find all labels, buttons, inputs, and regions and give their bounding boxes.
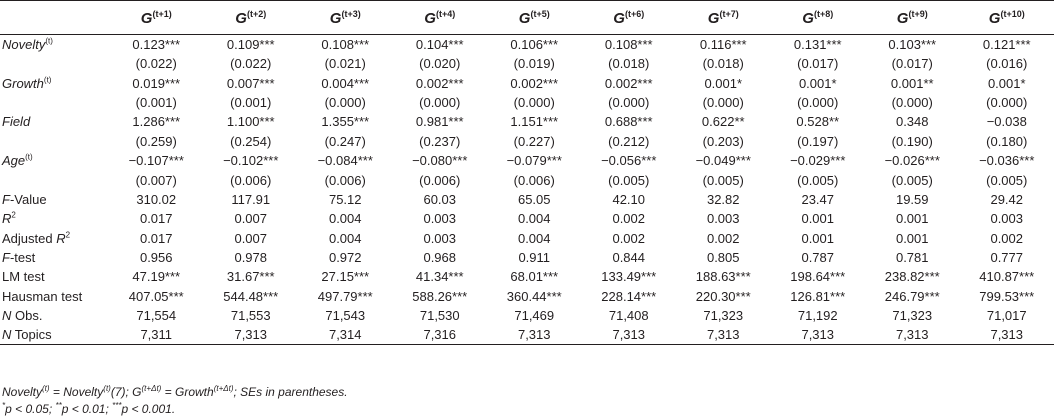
text-segment: ; SEs in parentheses. <box>234 385 348 399</box>
table-cell: 0.001 <box>771 229 866 248</box>
text-segment: Hausman test <box>2 289 82 304</box>
table-cell: 0.956 <box>109 248 204 267</box>
table-cell: 0.002*** <box>487 73 582 92</box>
table-cell: 0.109*** <box>204 35 299 55</box>
row-label <box>0 248 109 267</box>
row-label <box>0 190 109 209</box>
row-label <box>0 170 109 189</box>
table-cell: 31.67*** <box>204 267 299 286</box>
table-cell: 0.123*** <box>109 35 204 55</box>
text-segment: Novelty <box>2 37 45 52</box>
table-cell: 0.103*** <box>865 35 960 55</box>
table-cell: −0.107*** <box>109 151 204 170</box>
text-segment: p < 0.001. <box>121 402 175 416</box>
table-cell: 0.001* <box>960 73 1054 92</box>
table-cell: 0.781 <box>865 248 960 267</box>
row-label <box>0 73 109 92</box>
table-cell: 0.004 <box>298 229 393 248</box>
table-cell: 246.79*** <box>865 287 960 306</box>
table-cell: 1.100*** <box>204 112 299 131</box>
table-cell: −0.049*** <box>676 151 771 170</box>
table-cell: 7,313 <box>676 325 771 345</box>
table-cell: 0.131*** <box>771 35 866 55</box>
text-segment: R <box>56 231 65 246</box>
text-segment: (7); G <box>111 385 142 399</box>
table-cell: (0.000) <box>582 93 677 112</box>
table-cell: (0.000) <box>487 93 582 112</box>
table-cell: 42.10 <box>582 190 677 209</box>
superscript: ** <box>56 401 62 410</box>
superscript: (t+Δt) <box>214 384 234 393</box>
row-label <box>0 132 109 151</box>
table-cell: (0.018) <box>676 54 771 73</box>
table-cell: (0.000) <box>676 93 771 112</box>
table-cell: 0.116*** <box>676 35 771 55</box>
table-cell: 7,311 <box>109 325 204 345</box>
column-header-6 <box>582 1 677 35</box>
text-segment: = Growth <box>161 385 213 399</box>
row-novelty <box>0 35 1054 55</box>
table-cell: 360.44*** <box>487 287 582 306</box>
table-cell: 75.12 <box>298 190 393 209</box>
table-cell: 7,313 <box>487 325 582 345</box>
table-cell: 71,543 <box>298 306 393 325</box>
column-header-7 <box>676 1 771 35</box>
table-cell: 0.003 <box>676 209 771 228</box>
row-r2 <box>0 209 1054 228</box>
table-cell: (0.180) <box>960 132 1054 151</box>
row-field-se <box>0 132 1054 151</box>
row-age-se <box>0 170 1054 189</box>
superscript: 2 <box>66 230 70 239</box>
column-header-1 <box>109 1 204 35</box>
table-cell: 0.004 <box>487 229 582 248</box>
table-cell: 60.03 <box>393 190 488 209</box>
table-cell: 0.004 <box>298 209 393 228</box>
table-cell: 198.64*** <box>771 267 866 286</box>
text-segment: p < 0.01; <box>62 402 112 416</box>
table-cell: 71,017 <box>960 306 1054 325</box>
column-header-base: G <box>519 10 531 27</box>
row-age <box>0 151 1054 170</box>
superscript: (t) <box>103 384 111 393</box>
text-segment: N <box>2 308 11 323</box>
table-cell: 0.106*** <box>487 35 582 55</box>
table-cell: (0.197) <box>771 132 866 151</box>
table-cell: (0.227) <box>487 132 582 151</box>
table-cell: (0.020) <box>393 54 488 73</box>
column-header-superscript: (t+7) <box>719 9 738 19</box>
table-cell: 65.05 <box>487 190 582 209</box>
text-segment: Novelty <box>2 385 42 399</box>
row-label <box>0 209 109 228</box>
row-field <box>0 112 1054 131</box>
table-cell: (0.203) <box>676 132 771 151</box>
table-cell: 188.63*** <box>676 267 771 286</box>
table-cell: −0.056*** <box>582 151 677 170</box>
table-cell: 126.81*** <box>771 287 866 306</box>
table-cell: (0.006) <box>204 170 299 189</box>
superscript: *** <box>112 401 121 410</box>
superscript: * <box>2 401 5 410</box>
table-cell: 0.007 <box>204 209 299 228</box>
table-cell: 7,313 <box>204 325 299 345</box>
table-cell: (0.021) <box>298 54 393 73</box>
column-header-2 <box>204 1 299 35</box>
column-header-10 <box>960 1 1054 35</box>
table-cell: 7,314 <box>298 325 393 345</box>
table-cell: −0.102*** <box>204 151 299 170</box>
table-cell: 0.001 <box>771 209 866 228</box>
table-cell: 0.001** <box>865 73 960 92</box>
superscript: (t) <box>45 37 53 46</box>
table-cell: 0.001 <box>865 229 960 248</box>
table-cell: (0.005) <box>676 170 771 189</box>
column-header-base: G <box>424 10 436 27</box>
table-body <box>0 35 1054 345</box>
row-novelty-se <box>0 54 1054 73</box>
table-cell: (0.000) <box>960 93 1054 112</box>
note-significance <box>2 401 348 418</box>
column-header-9 <box>865 1 960 35</box>
table-cell: (0.005) <box>960 170 1054 189</box>
text-segment: N <box>2 327 11 342</box>
column-header-base: G <box>330 10 342 27</box>
text-segment: -Value <box>10 192 47 207</box>
table-cell: −0.079*** <box>487 151 582 170</box>
text-segment: = Novelty <box>50 385 104 399</box>
table-cell: 0.622** <box>676 112 771 131</box>
table-cell: 41.34*** <box>393 267 488 286</box>
table-cell: (0.006) <box>298 170 393 189</box>
table-cell: 71,530 <box>393 306 488 325</box>
table-cell: 0.002 <box>582 209 677 228</box>
column-header-superscript: (t+2) <box>247 9 266 19</box>
table-cell: 1.355*** <box>298 112 393 131</box>
row-lm-test <box>0 267 1054 286</box>
table-cell: 0.017 <box>109 229 204 248</box>
column-header-base: G <box>235 10 247 27</box>
table-cell: (0.006) <box>487 170 582 189</box>
table-cell: 133.49*** <box>582 267 677 286</box>
row-label <box>0 54 109 73</box>
table-cell: 0.007 <box>204 229 299 248</box>
table-cell: 799.53*** <box>960 287 1054 306</box>
table-cell: 0.978 <box>204 248 299 267</box>
table-cell: 0.002*** <box>582 73 677 92</box>
table-cell: 0.002 <box>676 229 771 248</box>
table-cell: −0.026*** <box>865 151 960 170</box>
table-cell: 0.002 <box>582 229 677 248</box>
table-cell: 7,313 <box>960 325 1054 345</box>
table-cell: 68.01*** <box>487 267 582 286</box>
table-cell: (0.190) <box>865 132 960 151</box>
text-segment: Growth <box>2 76 44 91</box>
table-cell: 0.981*** <box>393 112 488 131</box>
table-cell: 497.79*** <box>298 287 393 306</box>
column-header-superscript: (t+3) <box>341 9 360 19</box>
row-label <box>0 287 109 306</box>
table-cell: (0.212) <box>582 132 677 151</box>
table-cell: 588.26*** <box>393 287 488 306</box>
table-cell: (0.022) <box>204 54 299 73</box>
table-cell: 117.91 <box>204 190 299 209</box>
table-cell: (0.005) <box>865 170 960 189</box>
table-cell: 0.108*** <box>298 35 393 55</box>
table-cell: (0.237) <box>393 132 488 151</box>
table-cell: 0.001 <box>865 209 960 228</box>
table-cell: 29.42 <box>960 190 1054 209</box>
table-cell: 27.15*** <box>298 267 393 286</box>
row-label <box>0 325 109 345</box>
column-header-superscript: (t+5) <box>530 9 549 19</box>
table-notes <box>2 384 348 418</box>
table-cell: 228.14*** <box>582 287 677 306</box>
text-segment: LM test <box>2 269 45 284</box>
row-n-topics <box>0 325 1054 345</box>
table-cell: 220.30*** <box>676 287 771 306</box>
table-cell: 410.87*** <box>960 267 1054 286</box>
table-cell: 0.972 <box>298 248 393 267</box>
table-cell: 71,323 <box>676 306 771 325</box>
column-header-base: G <box>613 10 625 27</box>
superscript: (t) <box>25 153 33 162</box>
column-header-superscript: (t+4) <box>436 9 455 19</box>
table-cell: (0.005) <box>582 170 677 189</box>
table-cell: 0.007*** <box>204 73 299 92</box>
table-cell: (0.019) <box>487 54 582 73</box>
text-segment: Field <box>2 114 30 129</box>
column-header-superscript: (t+6) <box>625 9 644 19</box>
table-cell: (0.259) <box>109 132 204 151</box>
row-adjusted-r2 <box>0 229 1054 248</box>
table-cell: 71,192 <box>771 306 866 325</box>
column-header-3 <box>298 1 393 35</box>
row-f-value <box>0 190 1054 209</box>
table-cell: (0.001) <box>109 93 204 112</box>
table-cell: (0.000) <box>865 93 960 112</box>
table-cell: 0.002*** <box>393 73 488 92</box>
header-stub <box>0 1 109 35</box>
table-cell: (0.000) <box>298 93 393 112</box>
table-cell: 1.286*** <box>109 112 204 131</box>
row-label <box>0 93 109 112</box>
note-definitions <box>2 384 348 401</box>
column-header-superscript: (t+9) <box>908 9 927 19</box>
text-segment: Adjusted <box>2 231 56 246</box>
row-n-obs <box>0 306 1054 325</box>
column-header-superscript: (t+1) <box>152 9 171 19</box>
text-segment: F <box>2 192 10 207</box>
row-label <box>0 112 109 131</box>
table-cell: 0.004 <box>487 209 582 228</box>
table-cell: (0.005) <box>771 170 866 189</box>
row-label <box>0 151 109 170</box>
column-header-5 <box>487 1 582 35</box>
table-cell: (0.018) <box>582 54 677 73</box>
column-header-superscript: (t+10) <box>1000 9 1024 19</box>
table-cell: 0.805 <box>676 248 771 267</box>
superscript: 2 <box>11 211 15 220</box>
table-cell: (0.022) <box>109 54 204 73</box>
table-cell: 7,313 <box>865 325 960 345</box>
text-segment: Age <box>2 153 25 168</box>
table-cell: 23.47 <box>771 190 866 209</box>
table-cell: −0.036*** <box>960 151 1054 170</box>
column-header-superscript: (t+8) <box>814 9 833 19</box>
table-cell: 0.968 <box>393 248 488 267</box>
superscript: (t+Δt) <box>142 384 162 393</box>
row-label <box>0 229 109 248</box>
table-cell: 1.151*** <box>487 112 582 131</box>
table-cell: 47.19*** <box>109 267 204 286</box>
table-cell: 19.59 <box>865 190 960 209</box>
column-header-8 <box>771 1 866 35</box>
table-cell: 71,408 <box>582 306 677 325</box>
table-cell: 407.05*** <box>109 287 204 306</box>
column-header-base: G <box>989 10 1001 27</box>
table-cell: −0.084*** <box>298 151 393 170</box>
table-cell: 71,554 <box>109 306 204 325</box>
table-cell: (0.016) <box>960 54 1054 73</box>
table-cell: 0.777 <box>960 248 1054 267</box>
table-cell: 238.82*** <box>865 267 960 286</box>
table-cell: 0.003 <box>960 209 1054 228</box>
table-cell: 0.004*** <box>298 73 393 92</box>
table-cell: (0.006) <box>393 170 488 189</box>
table-cell: 0.001* <box>771 73 866 92</box>
row-f-test <box>0 248 1054 267</box>
table-cell: 0.003 <box>393 209 488 228</box>
table-cell: 0.787 <box>771 248 866 267</box>
text-segment: p < 0.05; <box>5 402 55 416</box>
table-cell: (0.017) <box>865 54 960 73</box>
superscript: (t) <box>42 384 50 393</box>
table-cell: 0.348 <box>865 112 960 131</box>
table-cell: −0.080*** <box>393 151 488 170</box>
table-cell: 544.48*** <box>204 287 299 306</box>
table-cell: 0.001* <box>676 73 771 92</box>
table-cell: 7,313 <box>582 325 677 345</box>
table-cell: 0.002 <box>960 229 1054 248</box>
table-cell: 0.844 <box>582 248 677 267</box>
table-cell: 0.108*** <box>582 35 677 55</box>
table-cell: 71,469 <box>487 306 582 325</box>
table-cell: −0.029*** <box>771 151 866 170</box>
column-header-base: G <box>141 10 153 27</box>
text-segment: F <box>2 250 10 265</box>
table-cell: −0.038 <box>960 112 1054 131</box>
column-header-base: G <box>897 10 909 27</box>
table-cell: 0.003 <box>393 229 488 248</box>
superscript: (t) <box>44 75 52 84</box>
table-cell: 71,323 <box>865 306 960 325</box>
table-cell: 0.688*** <box>582 112 677 131</box>
table-cell: 7,316 <box>393 325 488 345</box>
table-cell: 0.104*** <box>393 35 488 55</box>
table-cell: 310.02 <box>109 190 204 209</box>
table-cell: 0.017 <box>109 209 204 228</box>
text-segment: R <box>2 211 11 226</box>
table-cell: 0.019*** <box>109 73 204 92</box>
table-cell: (0.000) <box>771 93 866 112</box>
row-growth <box>0 73 1054 92</box>
table-cell: 71,553 <box>204 306 299 325</box>
row-label <box>0 267 109 286</box>
column-header-base: G <box>802 10 814 27</box>
table-cell: (0.001) <box>204 93 299 112</box>
text-segment: Topics <box>11 327 51 342</box>
table-cell: 32.82 <box>676 190 771 209</box>
table-cell: 0.528** <box>771 112 866 131</box>
text-segment: Obs. <box>11 308 42 323</box>
table-cell: 7,313 <box>771 325 866 345</box>
table-cell: 0.911 <box>487 248 582 267</box>
table-cell: (0.000) <box>393 93 488 112</box>
table-cell: (0.247) <box>298 132 393 151</box>
column-header-4 <box>393 1 488 35</box>
row-hausman-test <box>0 287 1054 306</box>
table-cell: (0.017) <box>771 54 866 73</box>
text-segment: -test <box>10 250 35 265</box>
table-cell: (0.254) <box>204 132 299 151</box>
column-header-base: G <box>708 10 720 27</box>
row-growth-se <box>0 93 1054 112</box>
table-cell: (0.007) <box>109 170 204 189</box>
table-cell: 0.121*** <box>960 35 1054 55</box>
header-row <box>0 1 1054 35</box>
row-label <box>0 306 109 325</box>
row-label <box>0 35 109 55</box>
